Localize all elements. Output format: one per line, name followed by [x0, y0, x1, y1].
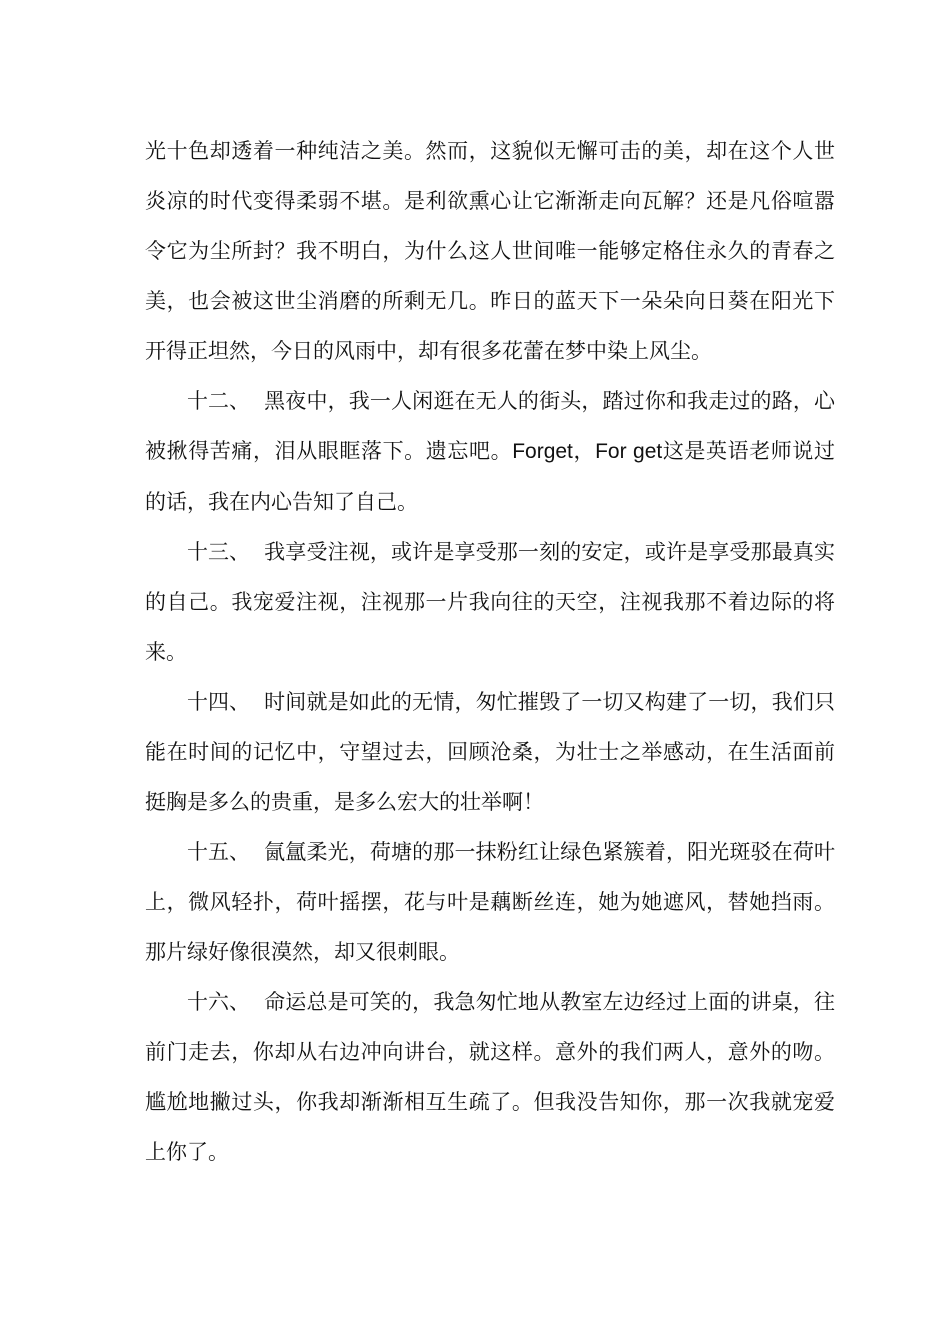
paragraph-number: 十五、 [187, 840, 250, 864]
paragraph-15 [145, 827, 835, 977]
document-body [145, 126, 835, 1177]
paragraph-text: 命运总是可笑的，我急匆忙地从教室左边经过上面的讲桌，往前门走去，你却从右边冲向讲台，就这样。意外的我们两人，意外的吻。尴尬地撇过头，你我却渐渐相互生疏了。但我没告知你，那一次我就宠爱上你了。 [145, 990, 835, 1164]
paragraph-number: 十三、 [187, 540, 250, 564]
paragraph-number: 十二、 [187, 389, 250, 413]
paragraph-13 [145, 527, 835, 677]
paragraph-12 [145, 376, 835, 527]
paragraph-number: 十六、 [187, 990, 250, 1014]
paragraph-number: 十四、 [187, 690, 250, 714]
paragraph-text: 时间就是如此的无情，匆忙摧毁了一切又构建了一切，我们只能在时间的记忆中，守望过去，回顾沧桑，为壮士之举感动，在生活面前挺胸是多么的贵重，是多么宏大的壮举啊！ [145, 690, 835, 814]
english-phrase: Forget，For get [512, 440, 663, 463]
paragraph-text: 我享受注视，或许是享受那一刻的安定，或许是享受那最真实的自己。我宠爱注视，注视那一片我向往的天空，注视我那不着边际的将来。 [145, 540, 835, 664]
paragraph-14 [145, 677, 835, 827]
intro-paragraph: 光十色却透着一种纯洁之美。然而，这貌似无懈可击的美，却在这个人世炎凉的时代变得柔弱不堪。是利欲熏心让它渐渐走向瓦解？还是凡俗喧嚣令它为尘所封？我不明白，为什么这人世间唯一能够定格住永久的青春之美，也会被这世尘消磨的所剩无几。昨日的蓝天下一朵朵向日葵在阳光下开得正坦然，今日的风雨中，却有很多花蕾在梦中染上风尘。 [145, 139, 835, 363]
paragraph-text: 黑夜中，我一人闲逛在无人的街头，踏过你和我走过的路，心被揪得苦痛，泪从眼眶落下。遗忘吧。 [145, 389, 835, 463]
paragraph-text-continued: 这是英语老师说过的话，我在内心告知了自己。 [145, 439, 836, 514]
paragraph-text: 氤氲柔光，荷塘的那一抹粉红让绿色紧簇着，阳光斑驳在荷叶上，微风轻扑，荷叶摇摆，花与叶是藕断丝连，她为她遮风，替她挡雨。那片绿好像很漠然，却又很刺眼。 [145, 840, 835, 964]
paragraph-16 [145, 977, 835, 1177]
